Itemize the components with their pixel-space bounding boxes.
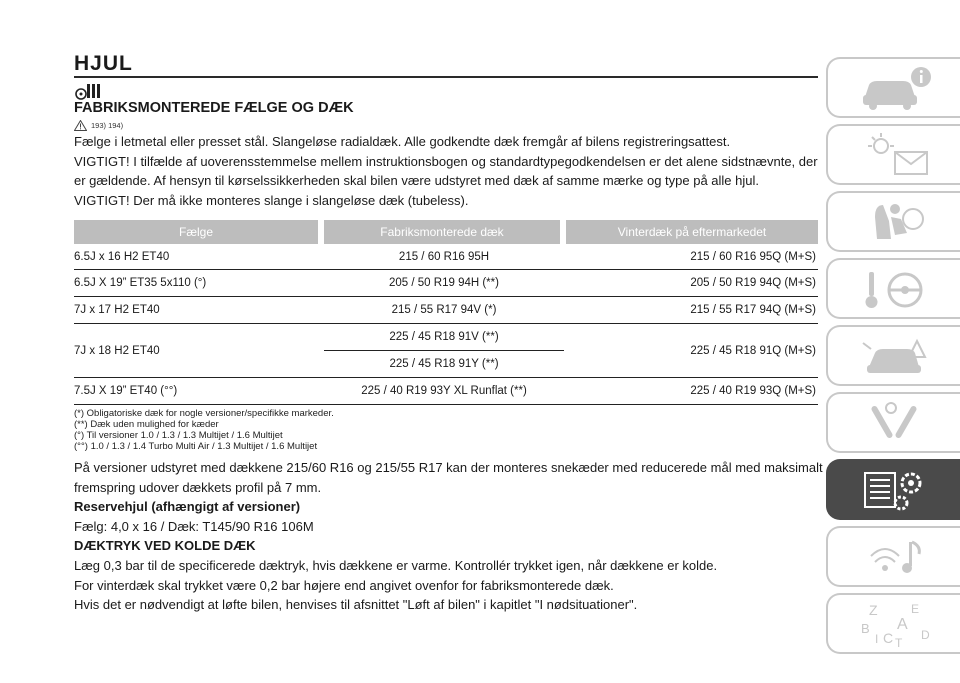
title-rule (74, 76, 818, 78)
table-row (74, 244, 818, 270)
technical-data-icon (855, 465, 939, 515)
tab-starting-driving[interactable] (826, 258, 960, 319)
cell-factory: 215 / 60 R16 95H (398, 250, 490, 263)
cell-rim: 6.5J x 16 H2 ET40 (74, 250, 170, 263)
warning-lights-icon (855, 130, 939, 180)
cell-factory: 225 / 45 R18 91Y (**) (389, 357, 499, 370)
tab-safety[interactable] (826, 191, 960, 252)
table-row (74, 324, 818, 378)
table-header (74, 220, 818, 244)
cell-winter: 215 / 55 R17 94Q (M+S) (690, 304, 816, 316)
footnote: (°) Til versioner 1.0 / 1.3 / 1.3 Multijet / 1.6 Multijet (74, 430, 283, 441)
tab-emergency[interactable] (826, 325, 960, 386)
tire-pressure-line: Hvis det er nødvendigt at løfte bilen, henvises til afsnittet "Løft af bilen" i kapitlet "I nødsituationer". (74, 597, 638, 613)
cell-rim: 7J x 17 H2 ET40 (74, 304, 160, 316)
cell-rim: 7.5J X 19” ET40 (°°) (74, 385, 178, 397)
index-letter: E (911, 601, 920, 616)
header-rim: Fælge (74, 220, 318, 244)
steering-wheel-key-icon (855, 264, 939, 314)
cell-factory-split (324, 324, 564, 377)
airbag-seat-icon (855, 197, 939, 247)
wheel-icon (74, 82, 102, 100)
wheel-tire-table (74, 220, 818, 405)
cell-winter: 225 / 45 R18 91Q (M+S) (690, 344, 816, 357)
intro-paragraph: VIGTIGT! I tilfælde af uoverensstemmelse mellem instruktionsbogen og standardtypegodkendelsen er det alene sidstnævnte, der er gældende. Af hensyn til kørselssikkerheden skal bilen være udstyret med dæk af samme mærke og type på alle hjul. (74, 153, 818, 189)
spare-wheel-text: Fælg: 4,0 x 16 / Dæk: T145/90 R16 106M (74, 518, 314, 534)
index-letter: C (883, 629, 894, 646)
tire-pressure-heading: DÆKTRYK VED KOLDE DÆK (74, 538, 256, 554)
index-letter: B (861, 620, 870, 636)
table-row (74, 297, 818, 324)
footnote: (*) Obligatoriske dæk for nogle versioner/specifikke markeder. (74, 408, 334, 419)
tools-icon (855, 398, 939, 448)
tab-technical-data[interactable] (826, 459, 960, 520)
section-title: HJUL (74, 52, 133, 75)
cell-factory: 205 / 50 R19 94H (**) (389, 277, 499, 289)
cell-factory: 215 / 55 R17 94V (*) (391, 304, 497, 316)
table-row (74, 270, 818, 297)
header-winter-tires: Vinterdæk på eftermarkedet (566, 220, 818, 244)
footnotes (74, 408, 334, 452)
index-letter: Z (869, 601, 878, 618)
cell-winter: 215 / 60 R16 95Q (M+S) (690, 250, 816, 263)
multimedia-icon (855, 532, 939, 582)
cell-winter: 205 / 50 R19 94Q (M+S) (690, 277, 816, 289)
cell-rim: 6.5J X 19” ET35 5x110 (°) (74, 277, 207, 289)
index-letter: I (875, 631, 879, 646)
index-letter: A (897, 615, 908, 633)
subtitle: FABRIKSMONTEREDE FÆLGE OG DÆK (74, 100, 354, 116)
header-factory-tires: Fabriksmonterede dæk (324, 220, 560, 244)
footnote: (**) Dæk uden mulighed for kæder (74, 419, 219, 430)
warning-triangle-icon (74, 120, 87, 131)
table-row (74, 378, 818, 405)
spare-wheel-heading: Reservehjul (afhængigt af versioner) (74, 499, 301, 515)
car-info-icon (855, 63, 939, 113)
index-letters-icon (855, 599, 939, 649)
tab-index[interactable] (826, 593, 960, 654)
intro-paragraph: Fælge i letmetal eller presset stål. Slangeløse radialdæk. Alle godkendte dæk fremgår af bilens registreringsattest. (74, 134, 731, 149)
tire-pressure-line: For vinterdæk skal trykket være 0,2 bar højere end angivet ovenfor for fabriksmonterede dæk. (74, 577, 614, 593)
cell-factory: 225 / 40 R19 93Y XL Runflat (**) (361, 385, 527, 397)
snow-chains-text: På versioner udstyret med dækkene 215/60 R16 og 215/55 R17 kan der monteres snekæder med reducerede mål med maksimalt fremspring udover dækkets profil på 7 mm. (74, 460, 823, 495)
tab-warning-lights[interactable] (826, 124, 960, 185)
car-crash-icon (855, 331, 939, 381)
tab-car-info[interactable] (826, 57, 960, 118)
cell-winter: 225 / 40 R19 93Q (M+S) (690, 385, 816, 397)
tab-multimedia[interactable] (826, 526, 960, 587)
additional-info (74, 458, 824, 615)
intro-paragraph: VIGTIGT! Der må ikke monteres slange i slangeløse dæk (tubeless). (74, 192, 469, 208)
cell-factory: 225 / 45 R18 91V (**) (324, 324, 564, 351)
tire-pressure-line: Læg 0,3 bar til de specificerede dæktryk, hvis dækkene er varme. Kontrollér trykket igen, når dækkene er kolde. (74, 557, 718, 573)
warning-references: 193) 194) (91, 120, 124, 130)
footnote: (°°) 1.0 / 1.3 / 1.4 Turbo Multi Air / 1.3 Multijet / 1.6 Multijet (74, 441, 318, 452)
index-letter: D (921, 627, 930, 642)
intro-text (74, 132, 824, 210)
tab-maintenance[interactable] (826, 392, 960, 453)
index-letter: T (895, 635, 903, 649)
warning-row (74, 118, 123, 132)
cell-rim: 7J x 18 H2 ET40 (74, 344, 160, 357)
